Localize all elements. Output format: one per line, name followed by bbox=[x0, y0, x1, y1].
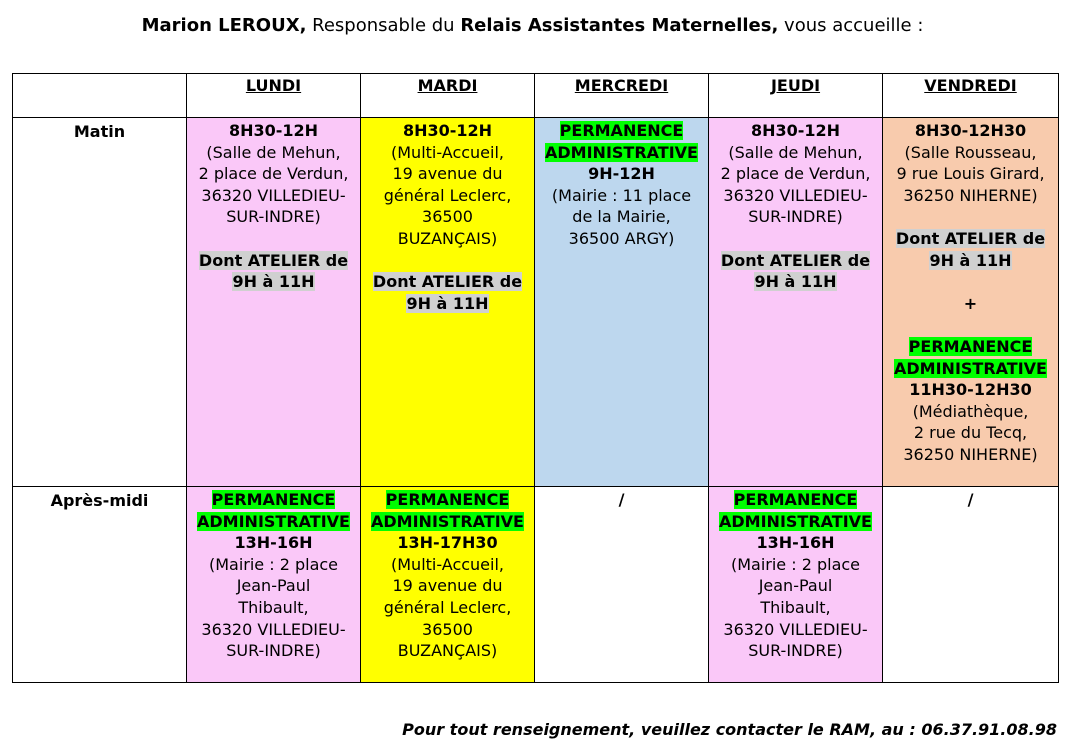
morning-row bbox=[13, 118, 1059, 487]
day-header-lundi: LUNDI bbox=[187, 74, 361, 118]
day-header-vendredi: VENDREDI bbox=[883, 74, 1059, 118]
time-2: 11H30-12H30 bbox=[909, 380, 1032, 400]
cell-lundi-morning bbox=[187, 118, 361, 487]
cell-vendredi-morning bbox=[883, 118, 1059, 487]
organization-name: Relais Assistantes Maternelles, bbox=[460, 15, 779, 36]
address: (Mairie : 2 place Jean-Paul Thibault, 36320 VILLEDIEU- SUR-INDRE) bbox=[723, 554, 868, 661]
permanence-label: PERMANENCE ADMINISTRATIVE bbox=[197, 490, 350, 531]
atelier-label: Dont ATELIER de 9H à 11H bbox=[895, 228, 1046, 270]
cell-mardi-morning bbox=[361, 118, 535, 487]
cell-jeudi-morning bbox=[709, 118, 883, 487]
permanence-label: PERMANENCE ADMINISTRATIVE bbox=[371, 490, 524, 531]
time: 8H30-12H bbox=[228, 121, 319, 140]
page-title bbox=[0, 14, 1065, 38]
schedule-table bbox=[12, 73, 1059, 683]
time: 13H-16H bbox=[234, 533, 313, 553]
manager-name: Marion LEROUX, bbox=[141, 15, 307, 36]
time: 9H-12H bbox=[588, 164, 655, 184]
row-label-afternoon: Après-midi bbox=[13, 487, 187, 683]
address: (Salle de Mehun, 2 place de Verdun, 36320 VILLEDIEU- SUR-INDRE) bbox=[720, 142, 871, 227]
day-header-jeudi: JEUDI bbox=[709, 74, 883, 118]
time: 13H-16H bbox=[756, 533, 835, 553]
empty-slash: / bbox=[618, 490, 625, 509]
permanence-label: PERMANENCE ADMINISTRATIVE bbox=[719, 490, 872, 531]
cell-vendredi-afternoon bbox=[883, 487, 1059, 683]
address: (Mairie : 11 place de la Mairie, 36500 ARGY) bbox=[551, 185, 692, 248]
permanence-label: PERMANENCE ADMINISTRATIVE bbox=[545, 121, 698, 162]
time: 8H30-12H30 bbox=[914, 121, 1027, 140]
atelier-label: Dont ATELIER de 9H à 11H bbox=[720, 250, 871, 292]
cell-jeudi-afternoon bbox=[709, 487, 883, 683]
day-header-mercredi: MERCREDI bbox=[535, 74, 709, 118]
title-text-2: vous accueille : bbox=[778, 15, 924, 36]
title-text-1: Responsable du bbox=[306, 15, 461, 36]
address: (Mairie : 2 place Jean-Paul Thibault, 36320 VILLEDIEU- SUR-INDRE) bbox=[201, 554, 346, 661]
contact-footer: Pour tout renseignement, veuillez contacter le RAM, au : 06.37.91.08.98 bbox=[402, 720, 1057, 739]
day-header-mardi: MARDI bbox=[361, 74, 535, 118]
plus-sign: + bbox=[963, 293, 978, 313]
atelier-label: Dont ATELIER de 9H à 11H bbox=[372, 272, 523, 313]
empty-slash: / bbox=[967, 490, 974, 509]
afternoon-row bbox=[13, 487, 1059, 683]
address-2: (Médiathèque, 2 rue du Tecq, 36250 NIHERNE) bbox=[903, 401, 1038, 464]
permanence-label: PERMANENCE ADMINISTRATIVE bbox=[894, 336, 1047, 378]
header-row bbox=[13, 74, 1059, 118]
corner-cell bbox=[13, 74, 187, 118]
atelier-label: Dont ATELIER de 9H à 11H bbox=[198, 250, 349, 292]
time: 8H30-12H bbox=[750, 121, 841, 140]
cell-lundi-afternoon bbox=[187, 487, 361, 683]
time: 13H-17H30 bbox=[397, 533, 498, 553]
address: (Multi-Accueil, 19 avenue du général Leclerc, 36500 BUZANÇAIS) bbox=[383, 554, 512, 661]
cell-mercredi-morning bbox=[535, 118, 709, 487]
row-label-morning: Matin bbox=[13, 118, 187, 487]
cell-mardi-afternoon bbox=[361, 487, 535, 683]
address: (Salle de Mehun, 2 place de Verdun, 36320 VILLEDIEU- SUR-INDRE) bbox=[198, 142, 349, 227]
address: (Multi-Accueil, 19 avenue du général Leclerc, 36500 BUZANÇAIS) bbox=[383, 142, 512, 248]
cell-mercredi-afternoon bbox=[535, 487, 709, 683]
address: (Salle Rousseau, 9 rue Louis Girard, 36250 NIHERNE) bbox=[896, 142, 1045, 205]
time: 8H30-12H bbox=[402, 121, 493, 140]
